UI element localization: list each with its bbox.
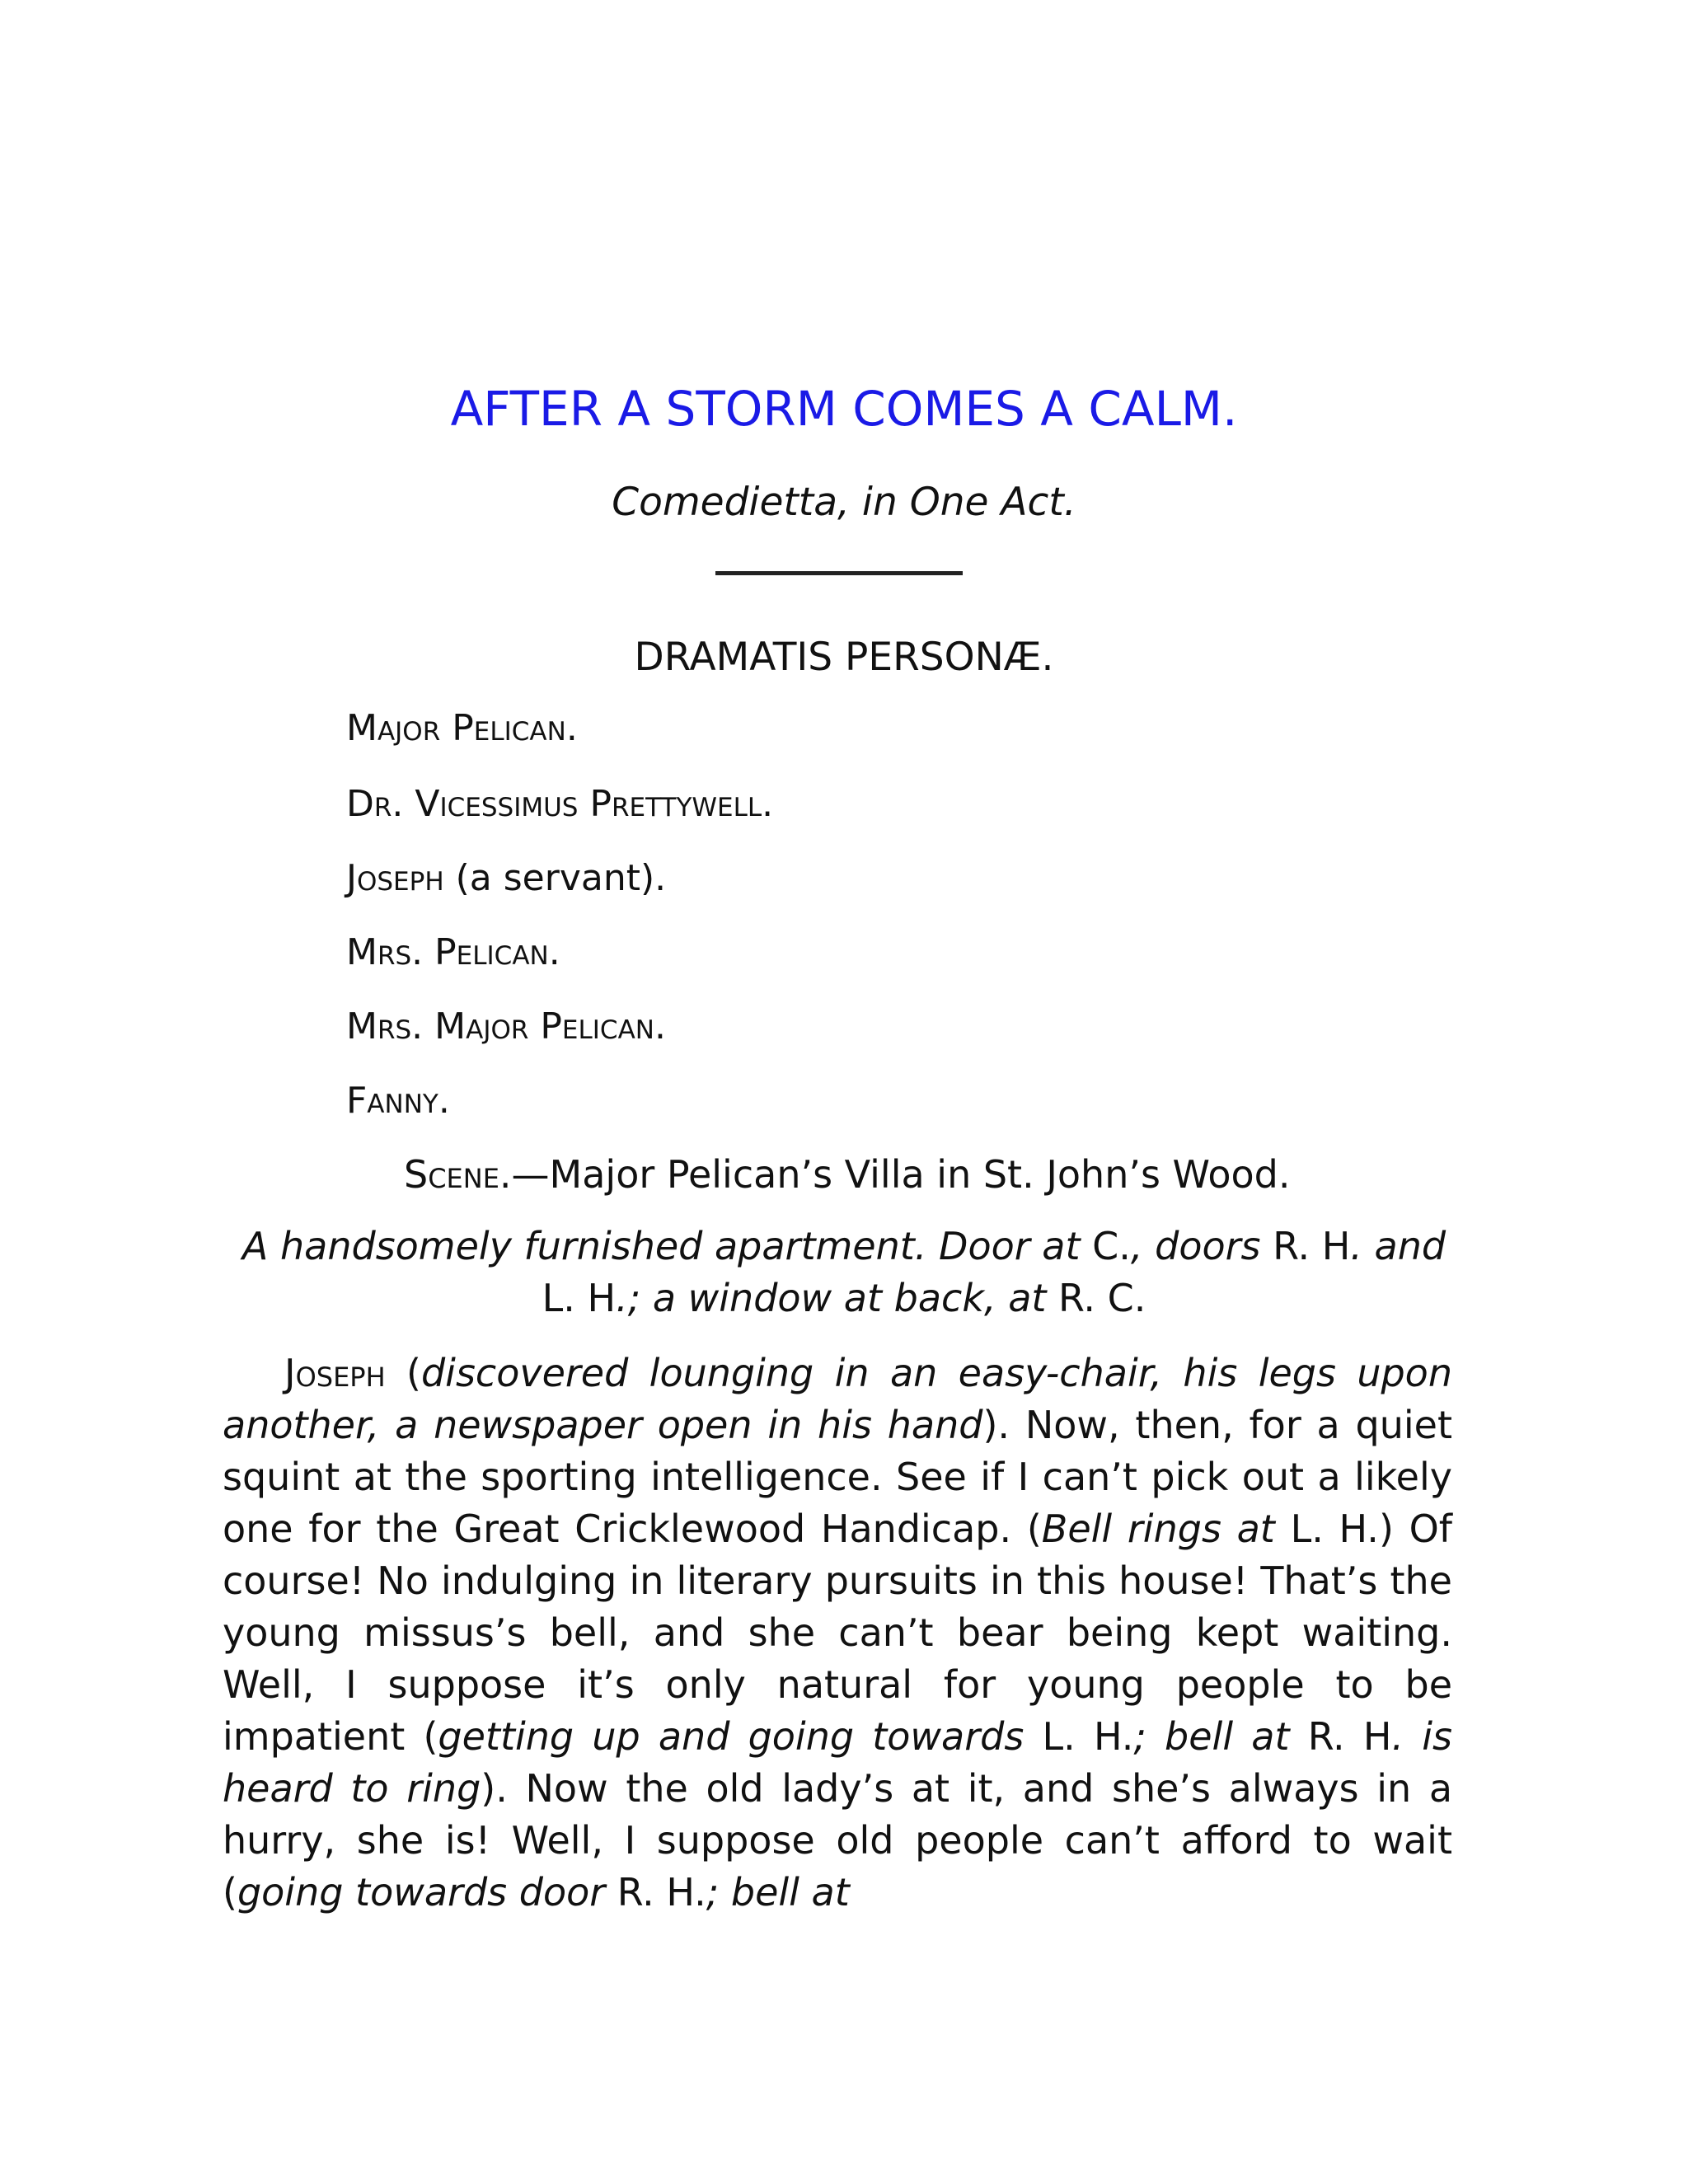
scene-description [404, 1152, 1290, 1197]
speech-text: ) Of course! No indulging in literary pursuits in this house! That’s the young missus’s bell, and she can’t bear being kept waiting. Well, I suppose it’s only natural for young people to be impatient ( [223, 1507, 1452, 1759]
cast-suffix: . [548, 931, 560, 973]
cast-name: Dr. Vicessimus Prettywell [346, 783, 762, 825]
stage-mark: L. H [542, 1276, 617, 1320]
stage-mark: C. [1092, 1224, 1131, 1268]
stage-mark: L. H. [1042, 1714, 1134, 1759]
stage-text: . and [1350, 1224, 1447, 1268]
stage-direction: going towards door [237, 1870, 617, 1915]
stage-direction: ; bell at [706, 1870, 850, 1915]
scene-text: .—Major Pelican’s Villa in St. John’s Wood. [499, 1152, 1291, 1197]
stage-direction: getting up and going towards [438, 1714, 1043, 1759]
cast-member [346, 783, 773, 825]
cast-suffix: . [654, 1005, 666, 1047]
cast-member [346, 1080, 450, 1122]
cast-member [346, 857, 666, 899]
cast-name: Joseph [346, 857, 444, 899]
dramatis-personae-heading: DRAMATIS PERSONÆ. [634, 635, 1054, 680]
stage-direction-line-1 [0, 1224, 1688, 1268]
cast-name: Mrs. Major Pelican [346, 1005, 654, 1047]
title-divider [715, 571, 963, 575]
speaker-name: Joseph [284, 1351, 386, 1395]
stage-mark: R. C. [1058, 1276, 1146, 1320]
stage-direction: Bell rings at [1041, 1507, 1291, 1551]
stage-mark: L. H. [1290, 1507, 1379, 1551]
speech-text: ). Now, then, for a quiet squint at the sporting intelligence. See if I can’t pick out a likely one for the Great Cricklewood Handicap. ( [223, 1403, 1452, 1551]
stage-mark: R. H. [617, 1870, 706, 1915]
speech-text: ). Now the old lady’s at it, and she’s always in a hurry, she is! Well, I suppose old people can’t afford to wait ( [223, 1766, 1453, 1915]
cast-suffix: . [762, 783, 774, 825]
stage-text: A handsomely furnished apartment. Door at [241, 1224, 1093, 1268]
cast-member [346, 1005, 666, 1047]
stage-direction: ; bell at [1133, 1714, 1308, 1759]
cast-name: Fanny [346, 1080, 438, 1122]
stage-mark: R. H [1307, 1714, 1392, 1759]
opening-speech: Joseph (discovered lounging in an easy-chair, his legs upon another, a newspaper open in his hand). Now, then, for a quiet squint at the sporting intelligence. See if I can’t pick out a likely one for the Great Cricklewood Handicap. (Bell rings at L. H.) Of course! No indulging in literary pursuits in this house! That’s the young missus’s bell, and she can’t bear being kept waiting. Well, I suppose it’s only natural for young people to be impatient (getting up and going towards L. H.; bell at R. H. is heard to ring). Now the old lady’s at it, and she’s always in a hurry, she is! Well, I suppose old people can’t afford to wait (going towards door R. H.; bell at [223, 1351, 1453, 1915]
play-subtitle: Comedietta, in One Act. [612, 480, 1076, 525]
stage-text: , doors [1130, 1224, 1273, 1268]
cast-member [346, 931, 560, 973]
stage-mark: R. H [1273, 1224, 1351, 1268]
cast-member [346, 707, 578, 749]
stage-direction-line-2 [0, 1276, 1688, 1320]
play-title: AFTER A STORM COMES A CALM. [450, 381, 1238, 437]
cast-suffix: (a servant). [443, 857, 667, 899]
cast-suffix: . [565, 707, 578, 749]
stage-direction: . is heard to ring [223, 1714, 1453, 1811]
stage-text: .; a window at back, at [616, 1276, 1059, 1320]
cast-name: Major Pelican [346, 707, 566, 749]
stage-direction: discovered lounging in an easy-chair, his legs upon another, a newspaper open in his hand [223, 1351, 1452, 1447]
cast-suffix: . [438, 1080, 450, 1122]
scene-label: Scene [404, 1152, 499, 1197]
cast-name: Mrs. Pelican [346, 931, 549, 973]
